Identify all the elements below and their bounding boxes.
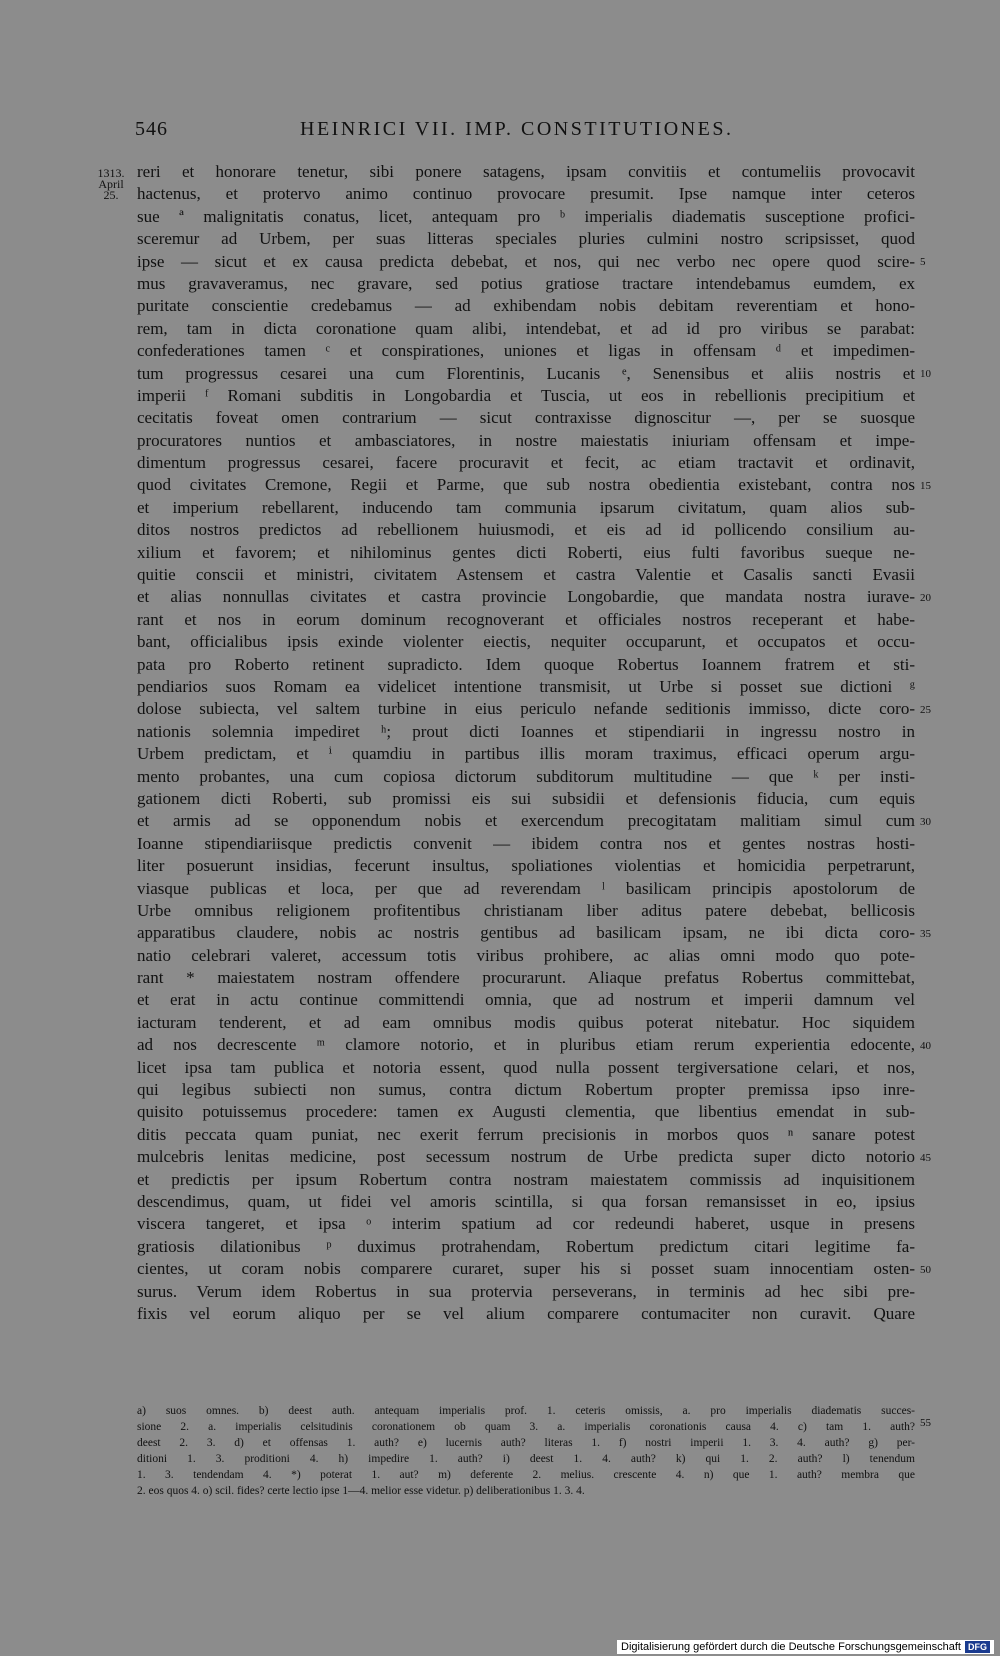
text-line: puritate conscientie credebamus — ad exhibendam nobis debitam reverentiam et hono- xyxy=(137,296,915,316)
margin-date-year: 1313. xyxy=(97,166,125,180)
text-line: reri et honorare tenetur, sibi ponere satagens, ipsam convitiis et contumeliis provocavit xyxy=(137,162,915,181)
line-number: 30 xyxy=(920,815,931,828)
text-line: ad nos decrescente ᵐ clamore notorio, et in pluribus etiam rerum experientia edocente, xyxy=(137,1035,915,1055)
text-line: gationem dicti Roberti, sub promissi eis sui subsidii et defensionis fiducia, cum equis xyxy=(137,788,915,808)
text-line: liter posuerunt insidias, fecerunt insultus, spoliationes violentias et homicidia perpetrarunt, xyxy=(137,856,915,876)
text-line: procuratores nuntios et ambasciatores, in nostre maiestatis iniuriam offensam et impe- xyxy=(137,430,915,450)
text-line: xilium et favorem; et nihilominus gentes dicti Roberti, eius fulti favoribus sueque ne- xyxy=(137,542,915,562)
running-title: HEINRICI VII. IMP. CONSTITUTIONES. xyxy=(300,118,734,140)
text-line: ditos nostros predictos ad rebellionem huiusmodi, et eis ad id pollicendo consilium au- xyxy=(137,520,915,540)
text-line: iacturam tenderent, et ad eam omnibus modis quibus poterat nitebatur. Hoc siquidem xyxy=(137,1012,915,1032)
text-line: licet ipsa tam publica et notoria essent, quod nulla possent tergiversatione celari, et nos, xyxy=(137,1057,915,1077)
line-number: 40 xyxy=(920,1039,931,1052)
text-line: imperii ᶠ Romani subditis in Longobardia et Tuscia, ut eos in rebellionis precipitium et xyxy=(137,385,915,405)
text-line: gratiosis dilationibus ᵖ duximus protrahendam, Robertum predictum citari legitime fa- xyxy=(137,1236,915,1256)
text-line: sceremur ad Urbem, per suas litteras speciales pluries culmini nostro scripsisset, quod xyxy=(137,229,915,249)
margin-date-month: April xyxy=(98,177,124,191)
text-line: confederationes tamen ᶜ et conspirationes, uniones et ligas in offensam ᵈ et impedimen- xyxy=(137,341,915,361)
text-line: natio celebrari valeret, accessum totis viribus prohibere, ac alias omni modo quo pote- xyxy=(137,945,915,965)
text-line: nationis solemnia impediret ʰ; prout dicti Ioannes et stipendiarii in ingressu nostro in xyxy=(137,721,915,741)
text-line: et predictis per ipsum Robertum contra nostram maiestatem commissis ad inquisitionem xyxy=(137,1169,915,1189)
text-line: ditis peccata quam puniat, nec exerit ferrum precisionis in morbos quos ⁿ sanare potest xyxy=(137,1124,915,1144)
text-line: quitie conscii et ministri, civitatem Astensem et castra Valentie et Casalis sancti Evasii xyxy=(137,565,915,585)
footnote-line: 2. eos quos 4. o) scil. fides? certe lectio ipse 1—4. melior esse videtur. p) deliberationibus 1. 3. 4. xyxy=(137,1485,585,1497)
margin-date-day: 25. xyxy=(103,188,119,202)
text-line: mento probantes, una cum copiosa dictorum subditorum multitudine — que ᵏ per insti- xyxy=(137,766,915,786)
footnote-line: a) suos omnes. b) deest auth. antequam imperialis prof. 1. ceteris omissis, a. pro imperialis diadematis succes- xyxy=(137,1405,915,1417)
text-line: mulcebris lenitas medicine, post secessum nostrum de Urbe predicta super dicto notorio xyxy=(137,1147,915,1167)
text-line: rem, tam in dicta coronatione quam alibi, intendebat, et ad id pro viribus se parabat: xyxy=(137,318,915,338)
footnote-line: ditioni 1. 3. proditioni 4. h) impedire 1. auth? i) deest 1. 4. auth? k) qui 1. 2. auth? l) tenendum xyxy=(137,1453,915,1465)
line-number: 15 xyxy=(920,479,931,492)
text-line: fixis vel eorum aliquo per se vel alium comparere contumaciter non curavit. Quare xyxy=(137,1303,915,1323)
text-line: Urbe omnibus religionem profitentibus christianam liber aditus patere debebat, bellicosis xyxy=(137,900,915,920)
dfg-logo-icon: DFG xyxy=(965,1641,990,1653)
line-number: 45 xyxy=(920,1151,931,1164)
text-line: tum progressus cesarei una cum Florentinis, Lucanis ᵉ, Senensibus et aliis nostris et xyxy=(137,363,915,383)
footnote-line: 1. 3. tendendam 4. *) poterat 1. aut? m) deferente 2. melius. crescente 4. n) que 1. auth? membra que xyxy=(137,1469,915,1481)
text-line: quod civitates Cremone, Regii et Parme, que sub nostra obedientia existebant, contra nos xyxy=(137,475,915,495)
text-line: et erat in actu continue committendi omnia, que ad nostrum et imperii damnum vel xyxy=(137,990,915,1010)
line-number: 10 xyxy=(920,367,931,380)
text-line: Ioanne stipendiariisque predictis convenit — ibidem contra nos et gentes nostras hosti- xyxy=(137,833,915,853)
text-line: rant et nos in eorum dominum recognoverant et officiales nostros receperant et habe- xyxy=(137,609,915,629)
text-line: et armis ad se opponendum nobis et exercendum precogitatam malitiam simul cum xyxy=(137,811,915,831)
footnote-line: sione 2. a. imperialis celsitudinis coronationem ob quam 3. a. imperialis coronationis causa 4. c) tam 1. auth? xyxy=(137,1421,915,1433)
text-line: cecitatis foveat omen contrarium — sicut contraxisse dignoscitur —, per se suosque xyxy=(137,408,915,428)
text-line: dolose subiecta, vel saltem turbine in eius periculo nefande seditionis immisso, dicte coro- xyxy=(137,699,915,719)
page-number: 546 xyxy=(135,118,168,140)
line-number: 35 xyxy=(920,927,931,940)
text-line: bant, officialibus ipsis exinde violenter eiectis, nequiter occuparunt, et occupatos et occu- xyxy=(137,632,915,652)
text-line: qui legibus subiecti non sumus, contra dictum Robertum propter premissa ipso inre- xyxy=(137,1080,915,1100)
footnotes xyxy=(137,1403,915,1499)
page-header xyxy=(135,118,915,148)
credit-text: Digitalisierung gefördert durch die Deutsche Forschungsgemeinschaft xyxy=(621,1641,961,1653)
text-line: Urbem predictam, et ⁱ quamdiu in partibus illis moram traximus, efficaci operum argu- xyxy=(137,744,915,764)
text-line: pata pro Roberto retinent supradicto. Idem quoque Robertus Ioannem fratrem et sti- xyxy=(137,654,915,674)
line-number: 55 xyxy=(920,1417,931,1429)
text-line: viasque publicas et loca, per que ad reverendam ˡ basilicam principis apostolorum de xyxy=(137,878,915,898)
text-line: sue ª malignitatis conatus, licet, antequam pro ᵇ imperialis diadematis susceptione profici- xyxy=(137,206,915,226)
text-line: dimentum progressus cesarei, facere procuravit et fecit, ac etiam tractavit et ordinavit, xyxy=(137,453,915,473)
digitization-credit xyxy=(617,1640,994,1654)
line-number: 50 xyxy=(920,1263,931,1276)
margin-date xyxy=(90,168,132,201)
footnote-line: deest 2. 3. d) et offensas 1. auth? e) lucernis auth? literas 1. f) nostri imperii 1. 3. 4. auth? g) per- xyxy=(137,1437,915,1449)
text-line: et imperium rebellarent, inducendo tam communia ipsarum civitatum, quam alios sub- xyxy=(137,497,915,517)
text-line: et alias nonnullas civitates et castra provincie Longobardie, que mandata nostra iurave- xyxy=(137,587,915,607)
text-line: surus. Verum idem Robertus in sua protervia perseverans, in terminis ad hec sibi pre- xyxy=(137,1281,915,1301)
text-line: cientes, ut coram nobis comparere curaret, super his si posset suam innocentiam osten- xyxy=(137,1259,915,1279)
line-number: 25 xyxy=(920,703,931,716)
text-line: viscera tangeret, et ipsa ᵒ interim spatium ad cor redeundi haberet, usque in presens xyxy=(137,1214,915,1234)
text-line: pendiarios suos Romam ea videlicet intentione transmisit, ut Urbe si posset sue dictioni ᵍ xyxy=(137,676,915,696)
text-line: ipse — sicut et ex causa predicta debebat, et nos, qui nec verbo nec opere quod scire- xyxy=(137,251,915,271)
line-number: 5 xyxy=(920,255,926,268)
text-line: apparatibus claudere, nobis ac nostris gentibus ad basilicam ipsam, ne ibi dicta coro- xyxy=(137,923,915,943)
text-line: quisito potuissemus procedere: tamen ex Augusti clementia, que libentius emendat in sub- xyxy=(137,1102,915,1122)
body-text xyxy=(137,161,915,1325)
text-line: rant * maiestatem nostram offendere procurarunt. Aliaque prefatus Robertus committebat, xyxy=(137,968,915,988)
line-number: 20 xyxy=(920,591,931,604)
text-line: mus gravaveramus, nec gravare, sed potius gratiose tractare intendebamus eumdem, ex xyxy=(137,273,915,293)
text-line: descendimus, quam, ut fidei vel amoris scintilla, si qua forsan remansisset in eo, ipsius xyxy=(137,1191,915,1211)
text-line: hactenus, et protervo animo continuo provocare presumit. Ipse namque inter ceteros xyxy=(137,184,915,204)
